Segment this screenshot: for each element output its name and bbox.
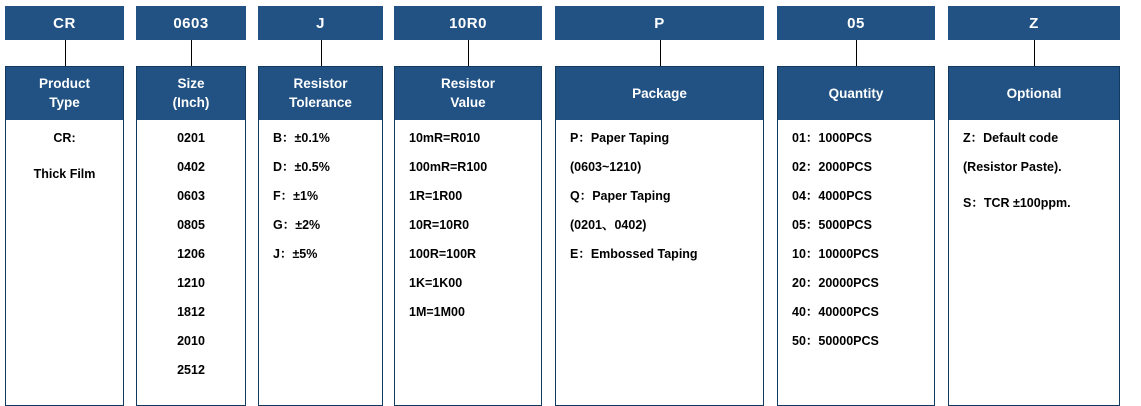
list-item: 1206 xyxy=(177,247,205,261)
list-item: (0603~1210) xyxy=(570,160,642,174)
header-line: Package xyxy=(632,86,687,101)
list-item: 04：4000PCS xyxy=(792,189,872,203)
body-quantity xyxy=(777,66,935,406)
list-item: G：±2% xyxy=(273,218,321,232)
column-size xyxy=(136,6,246,406)
header-line: Product xyxy=(38,76,90,91)
column-resistor-value xyxy=(394,6,542,406)
column-quantity xyxy=(777,6,935,406)
header-line: (Inch) xyxy=(172,95,210,110)
column-optional xyxy=(948,6,1120,406)
header-size xyxy=(137,67,245,120)
list-item: 1210 xyxy=(177,276,205,290)
connector-tolerance xyxy=(258,40,383,66)
header-line: Type xyxy=(49,95,80,110)
header-line: Quantity xyxy=(828,86,884,101)
column-package xyxy=(555,6,764,406)
connector-quantity xyxy=(777,40,935,66)
list-item: D：±0.5% xyxy=(273,160,330,174)
list-item: 40：40000PCS xyxy=(792,305,879,319)
header-line: Size xyxy=(177,76,205,91)
list-item: 0402 xyxy=(177,160,205,174)
list-item: 1R=1R00 xyxy=(409,189,463,203)
list-item: 02：2000PCS xyxy=(792,160,872,174)
list-item: 2010 xyxy=(177,334,205,348)
connector-line-icon xyxy=(321,40,322,66)
code-box-quantity: 05 xyxy=(777,6,935,40)
list-item: 1M=1M00 xyxy=(409,305,465,319)
list-item: 10mR=R010 xyxy=(409,131,481,145)
column-product-type xyxy=(5,6,124,406)
code-box-package: P xyxy=(555,6,764,40)
items-resistor-value xyxy=(395,120,541,405)
header-optional xyxy=(949,67,1119,120)
list-item: (Resistor Paste). xyxy=(963,160,1062,174)
connector-line-icon xyxy=(65,40,66,66)
connector-line-icon xyxy=(1034,40,1035,66)
header-line: Tolerance xyxy=(289,95,352,110)
list-item: 10R=10R0 xyxy=(409,218,470,232)
connector-line-icon xyxy=(468,40,469,66)
body-product-type xyxy=(5,66,124,406)
header-line: Optional xyxy=(1006,86,1062,101)
list-item: S：TCR ±100ppm. xyxy=(963,196,1071,210)
items-quantity xyxy=(778,120,934,405)
list-item: E：Embossed Taping xyxy=(570,247,698,261)
connector-product-type xyxy=(5,40,124,66)
connector-size xyxy=(136,40,246,66)
list-item: 100R=100R xyxy=(409,247,477,261)
header-package xyxy=(556,67,763,120)
code-box-product-type: CR xyxy=(5,6,124,40)
code-box-tolerance: J xyxy=(258,6,383,40)
list-item: 2512 xyxy=(177,363,205,377)
list-item: Thick Film xyxy=(33,167,96,181)
items-package xyxy=(556,120,763,405)
list-item: (0201、0402) xyxy=(570,218,647,232)
list-item: CR: xyxy=(53,131,76,145)
body-optional xyxy=(948,66,1120,406)
items-size xyxy=(137,120,245,405)
connector-resistor-value xyxy=(394,40,542,66)
header-product-type xyxy=(6,67,123,120)
header-line: Resistor xyxy=(293,76,348,91)
column-resistor-tolerance xyxy=(258,6,383,406)
header-resistor-value xyxy=(395,67,541,120)
list-item: 0603 xyxy=(177,189,205,203)
header-quantity xyxy=(778,67,934,120)
list-item: 1812 xyxy=(177,305,205,319)
list-item: P：Paper Taping xyxy=(570,131,670,145)
body-resistor-value xyxy=(394,66,542,406)
list-item: Q：Paper Taping xyxy=(570,189,671,203)
body-package xyxy=(555,66,764,406)
list-item: J：±5% xyxy=(273,247,318,261)
list-item: 01：1000PCS xyxy=(792,131,872,145)
body-tolerance xyxy=(258,66,383,406)
connector-optional xyxy=(948,40,1120,66)
header-line: Value xyxy=(450,95,486,110)
connector-line-icon xyxy=(660,40,661,66)
list-item: 10：10000PCS xyxy=(792,247,879,261)
list-item: 05：5000PCS xyxy=(792,218,872,232)
list-item: 20：20000PCS xyxy=(792,276,879,290)
items-product-type xyxy=(6,120,123,405)
body-size xyxy=(136,66,246,406)
list-item: F：±1% xyxy=(273,189,319,203)
list-item: 1K=1K00 xyxy=(409,276,463,290)
code-box-resistor-value: 10R0 xyxy=(394,6,542,40)
connector-line-icon xyxy=(191,40,192,66)
code-box-size: 0603 xyxy=(136,6,246,40)
header-line: Resistor xyxy=(440,76,496,91)
list-item: 100mR=R100 xyxy=(409,160,488,174)
items-optional xyxy=(949,120,1119,405)
list-item: B：±0.1% xyxy=(273,131,330,145)
list-item: 0201 xyxy=(177,131,205,145)
list-item: Z：Default code xyxy=(963,131,1059,145)
list-item: 0805 xyxy=(177,218,205,232)
header-tolerance xyxy=(259,67,382,120)
list-item: 50：50000PCS xyxy=(792,334,879,348)
connector-package xyxy=(555,40,764,66)
items-tolerance xyxy=(259,120,382,405)
connector-line-icon xyxy=(856,40,857,66)
code-box-optional: Z xyxy=(948,6,1120,40)
